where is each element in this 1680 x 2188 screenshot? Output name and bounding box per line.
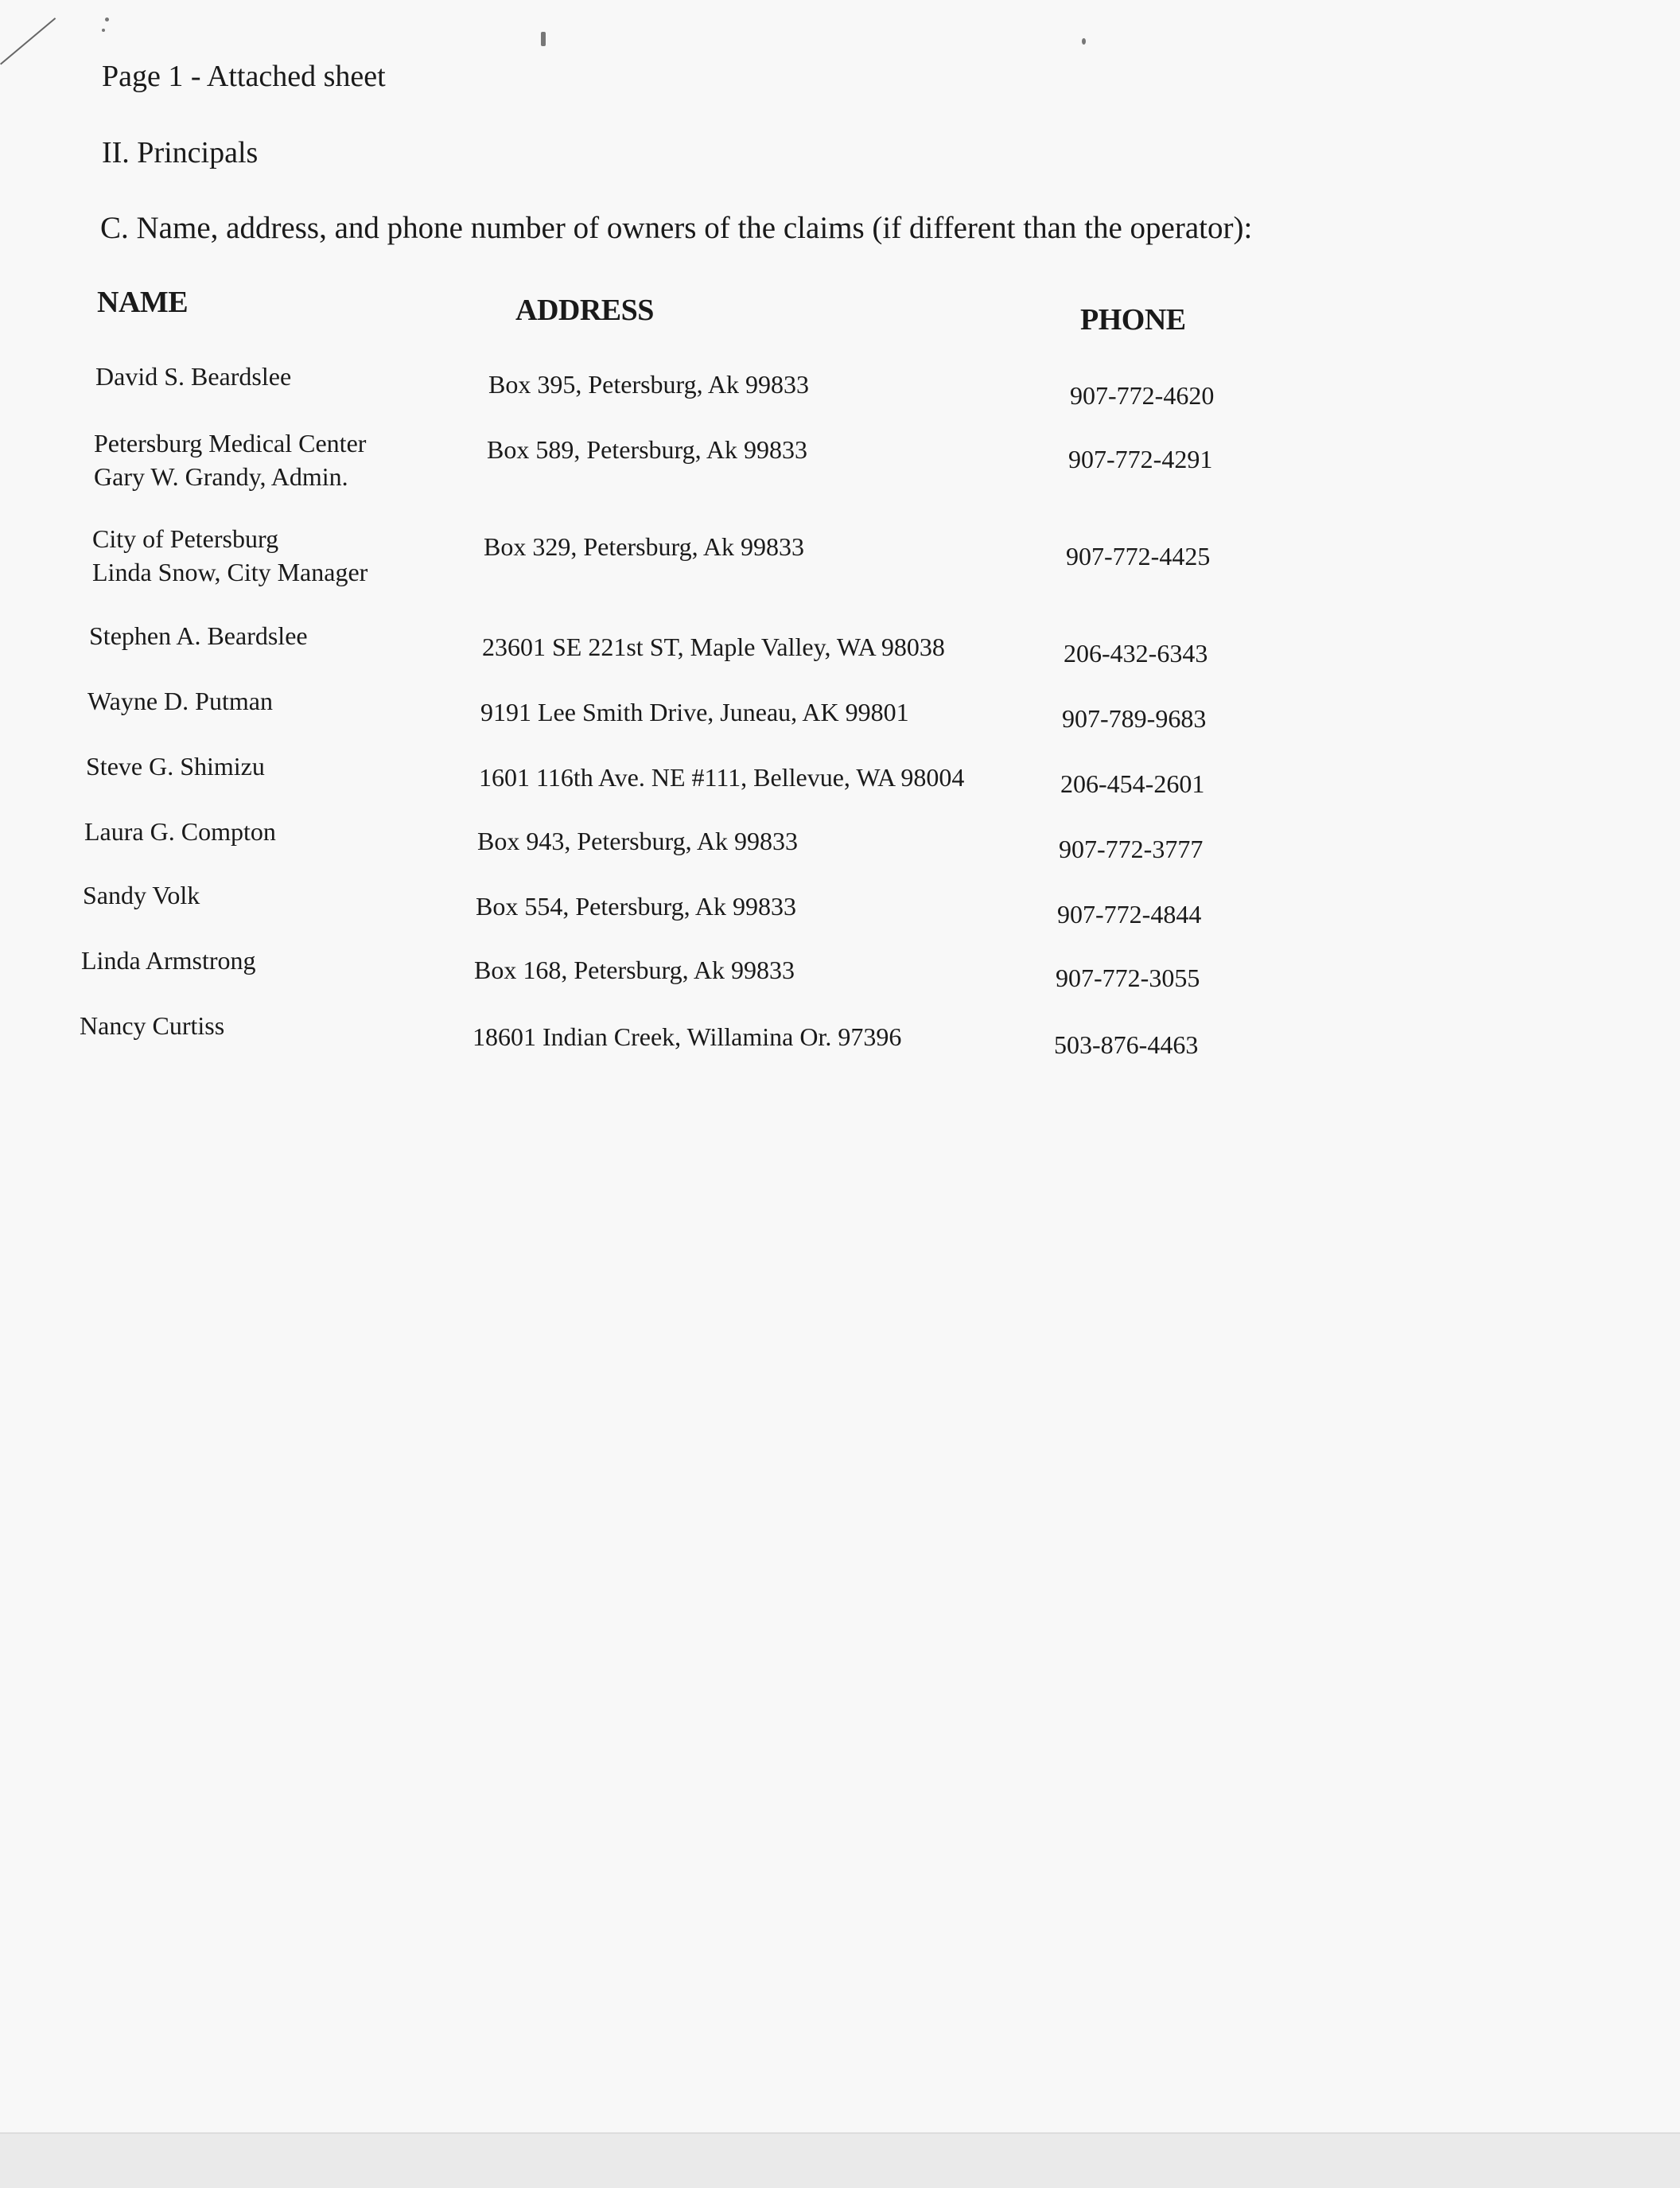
owner-name-contact: Linda Snow, City Manager <box>92 558 368 586</box>
owner-name: Nancy Curtiss <box>80 1011 225 1040</box>
instruction-text: C. Name, address, and phone number of owners of the claims (if different than the operator): <box>100 211 1253 245</box>
owner-phone: 907-772-4291 <box>1068 445 1213 473</box>
owner-name: Stephen A. Beardslee <box>89 621 308 650</box>
owner-phone: 907-772-3055 <box>1056 964 1200 992</box>
owner-phone: 206-432-6343 <box>1064 639 1208 668</box>
owner-address: Box 943, Petersburg, Ak 99833 <box>477 827 798 855</box>
owner-address: Box 554, Petersburg, Ak 99833 <box>476 892 796 921</box>
owner-phone: 907-772-3777 <box>1059 835 1204 863</box>
owner-address: Box 329, Petersburg, Ak 99833 <box>484 532 804 561</box>
scan-speck <box>541 32 546 46</box>
owner-address: Box 168, Petersburg, Ak 99833 <box>474 956 795 984</box>
owner-name: City of Petersburg <box>92 524 279 553</box>
name-column-header: NAME <box>97 286 189 319</box>
owner-name: Sandy Volk <box>83 881 200 909</box>
owner-name: Laura G. Compton <box>84 817 276 846</box>
scan-speck <box>102 29 105 32</box>
page-label: Page 1 - Attached sheet <box>102 60 386 93</box>
owner-address: 1601 116th Ave. NE #111, Bellevue, WA 98004 <box>479 763 965 792</box>
owner-phone: 907-772-4425 <box>1066 542 1211 570</box>
phone-column-header: PHONE <box>1080 303 1186 337</box>
section-heading: II. Principals <box>102 136 259 169</box>
owner-name: Linda Armstrong <box>81 946 256 975</box>
owner-name: David S. Beardslee <box>95 362 292 391</box>
owner-address: 9191 Lee Smith Drive, Juneau, AK 99801 <box>480 698 909 726</box>
owner-name-contact: Gary W. Grandy, Admin. <box>94 462 348 491</box>
scan-bottom-edge <box>0 2132 1680 2188</box>
scan-speck <box>105 18 109 21</box>
owner-phone: 503-876-4463 <box>1054 1030 1199 1059</box>
owner-address: 18601 Indian Creek, Willamina Or. 97396 <box>472 1022 902 1051</box>
address-column-header: ADDRESS <box>515 294 654 327</box>
owner-phone: 907-772-4844 <box>1057 900 1202 929</box>
owner-address: 23601 SE 221st ST, Maple Valley, WA 98038 <box>482 633 945 661</box>
owner-name: Petersburg Medical Center <box>94 429 367 457</box>
owner-phone: 907-789-9683 <box>1062 704 1207 733</box>
scan-speck <box>1082 38 1086 45</box>
margin-pen-mark <box>0 18 56 64</box>
owner-phone: 907-772-4620 <box>1070 381 1215 410</box>
owner-address: Box 589, Petersburg, Ak 99833 <box>487 435 807 464</box>
owner-address: Box 395, Petersburg, Ak 99833 <box>488 370 809 399</box>
owner-name: Wayne D. Putman <box>88 687 273 715</box>
owner-phone: 206-454-2601 <box>1060 769 1205 798</box>
owner-name: Steve G. Shimizu <box>86 752 265 781</box>
